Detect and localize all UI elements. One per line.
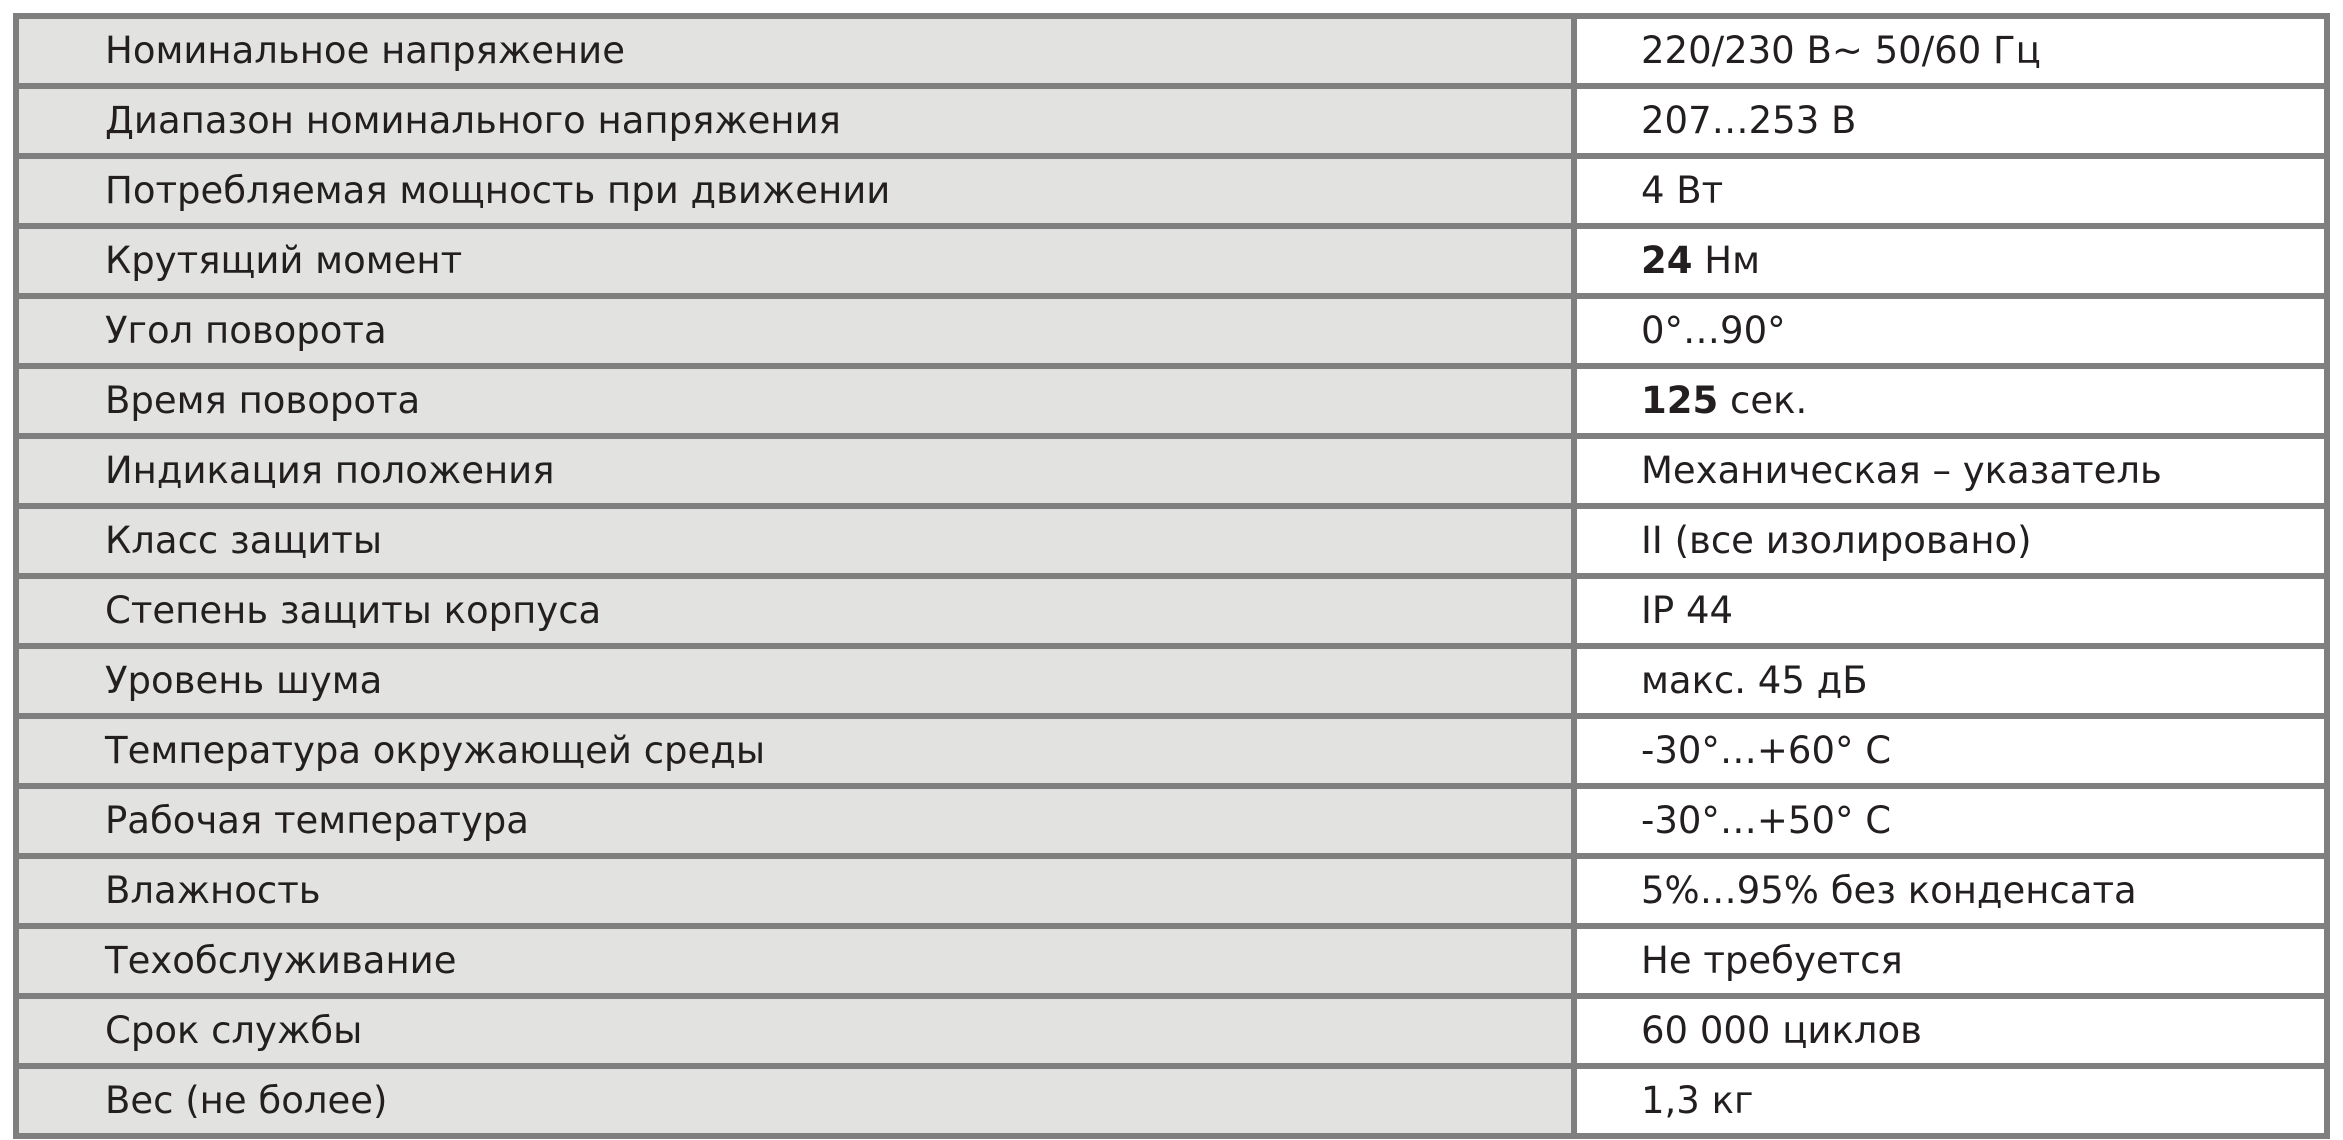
value-rest: Нм (1692, 239, 1760, 282)
param-cell: Индикация положения (16, 436, 1574, 506)
value-cell: Механическая – указатель (1574, 436, 2327, 506)
param-cell: Номинальное напряжение (16, 16, 1574, 86)
table-row (16, 16, 2327, 86)
param-cell: Степень защиты корпуса (16, 576, 1574, 646)
param-cell: Время поворота (16, 366, 1574, 436)
param-cell: Техобслуживание (16, 926, 1574, 996)
param-cell: Рабочая температура (16, 786, 1574, 856)
table-row (16, 1066, 2327, 1136)
value-cell: 4 Вт (1574, 156, 2327, 226)
value-cell: 207…253 В (1574, 86, 2327, 156)
table-row (16, 366, 2327, 436)
param-cell: Класс защиты (16, 506, 1574, 576)
table-row (16, 226, 2327, 296)
param-cell: Температура окружающей среды (16, 716, 1574, 786)
value-cell: 5%…95% без конденсата (1574, 856, 2327, 926)
table-row (16, 296, 2327, 366)
param-cell: Крутящий момент (16, 226, 1574, 296)
table-row (16, 786, 2327, 856)
table-row (16, 856, 2327, 926)
value-cell: -30°…+60° С (1574, 716, 2327, 786)
table-row (16, 926, 2327, 996)
value-cell: -30°…+50° С (1574, 786, 2327, 856)
value-cell (1574, 226, 2327, 296)
value-cell: IP 44 (1574, 576, 2327, 646)
value-bold: 24 (1641, 239, 1693, 282)
value-cell: 1,3 кг (1574, 1066, 2327, 1136)
value-rest: сек. (1718, 379, 1808, 422)
value-bold: 125 (1641, 379, 1719, 422)
value-cell: макс. 45 дБ (1574, 646, 2327, 716)
param-cell: Влажность (16, 856, 1574, 926)
table-row (16, 646, 2327, 716)
value-cell: II (все изолировано) (1574, 506, 2327, 576)
table-row (16, 506, 2327, 576)
value-cell: 220/230 В~ 50/60 Гц (1574, 16, 2327, 86)
param-cell: Потребляемая мощность при движении (16, 156, 1574, 226)
table-row (16, 716, 2327, 786)
value-cell (1574, 366, 2327, 436)
param-cell: Диапазон номинального напряжения (16, 86, 1574, 156)
param-cell: Уровень шума (16, 646, 1574, 716)
value-cell: 60 000 циклов (1574, 996, 2327, 1066)
param-cell: Вес (не более) (16, 1066, 1574, 1136)
table-row (16, 576, 2327, 646)
param-cell: Срок службы (16, 996, 1574, 1066)
param-cell: Угол поворота (16, 296, 1574, 366)
spec-table (13, 13, 2330, 1139)
table-row (16, 156, 2327, 226)
table-row (16, 996, 2327, 1066)
table-row (16, 436, 2327, 506)
value-cell: Не требуется (1574, 926, 2327, 996)
table-row (16, 86, 2327, 156)
value-cell: 0°…90° (1574, 296, 2327, 366)
